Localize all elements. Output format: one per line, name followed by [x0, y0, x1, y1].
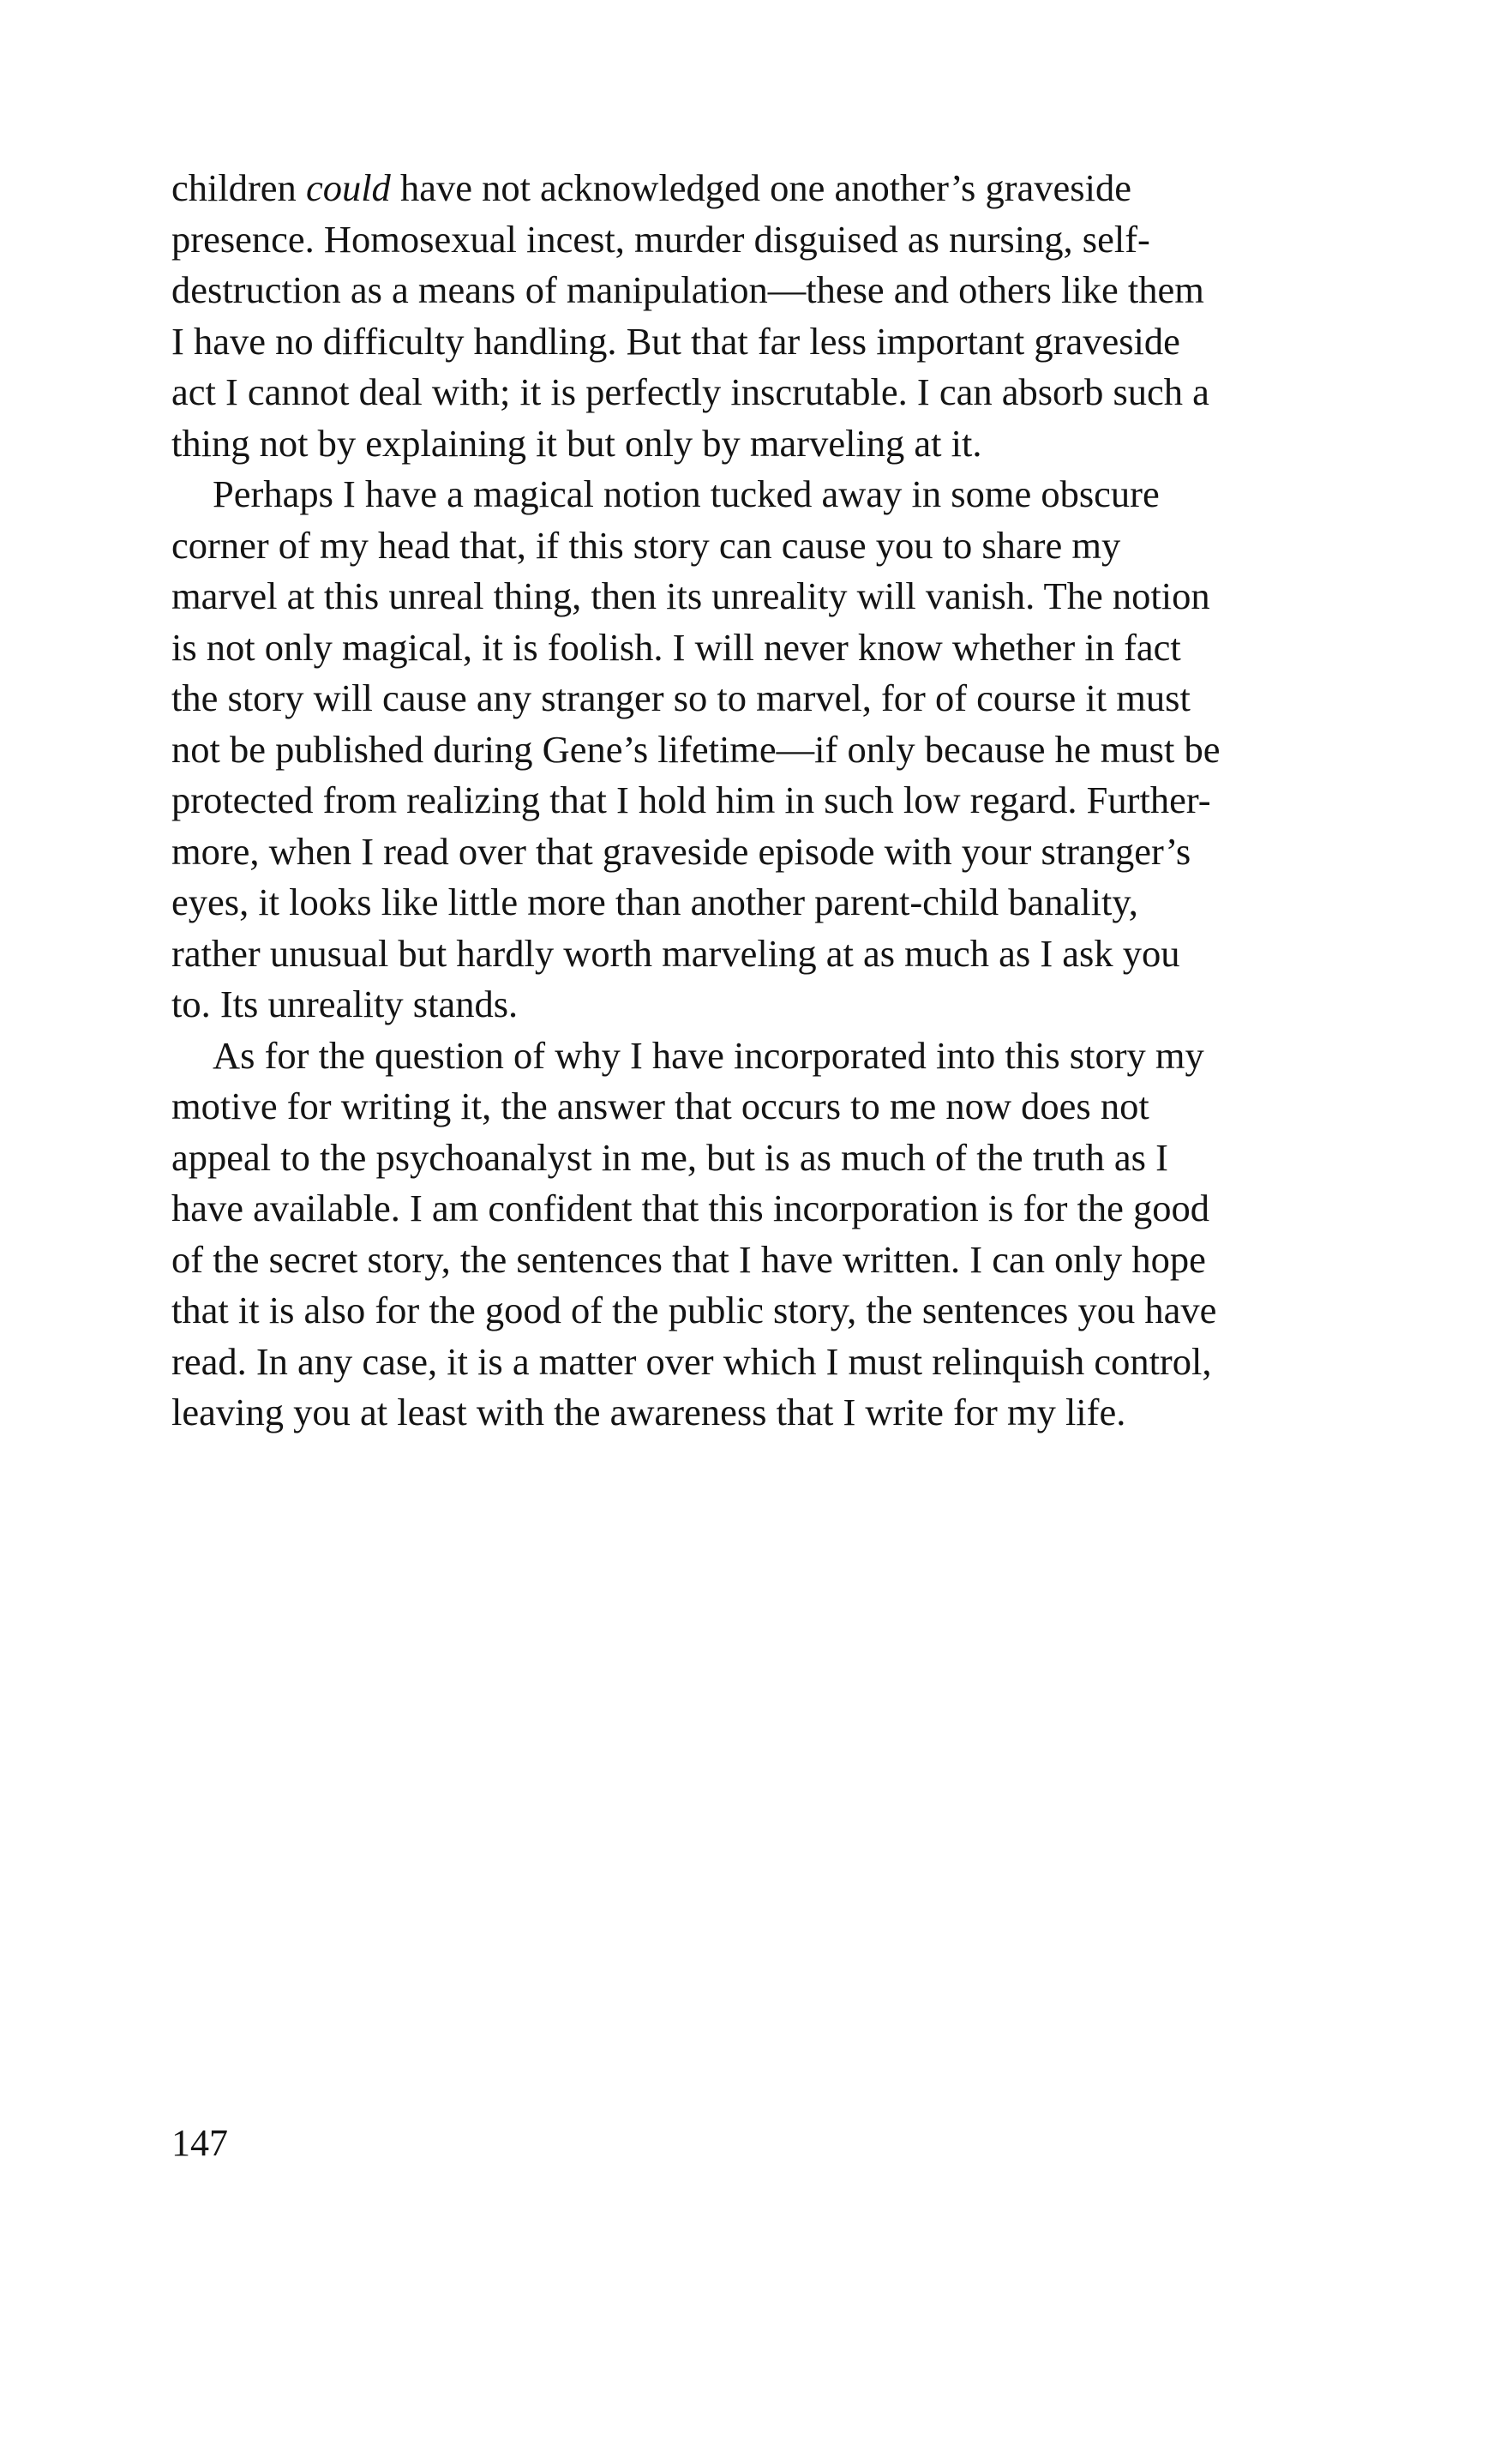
- text-line: [171, 775, 1346, 826]
- text-line: [171, 163, 1346, 214]
- text-line: [171, 214, 1346, 266]
- text-line: [171, 265, 1346, 316]
- text-segment: leaving you at least with the awareness that I write for my life.: [171, 1391, 1126, 1433]
- text-segment: children: [171, 166, 306, 209]
- text-line: [171, 367, 1346, 418]
- paragraph: [171, 469, 1346, 1031]
- text-segment: to. Its unreality stands.: [171, 983, 519, 1025]
- text-segment: act I cannot deal with; it is perfectly inscrutable. I can absorb such a: [171, 370, 1209, 413]
- text-line: [171, 571, 1346, 622]
- paragraph: [171, 163, 1346, 469]
- text-segment: read. In any case, it is a matter over which I must relinquish control,: [171, 1339, 1212, 1383]
- text-segment: I have no difficulty handling. But that far less important graveside: [171, 319, 1180, 363]
- body-text: [171, 163, 1346, 1439]
- text-segment: As for the question of why I have incorporated into this story my: [213, 1033, 1204, 1077]
- text-line: [171, 1081, 1346, 1133]
- text-line: [171, 469, 1346, 520]
- text-segment: motive for writing it, the answer that occurs to me now does not: [171, 1085, 1149, 1127]
- paragraph: [171, 1031, 1346, 1439]
- text-line: [171, 622, 1346, 674]
- text-segment: thing not by explaining it but only by marveling at it.: [171, 421, 982, 465]
- text-segment: the story will cause any stranger so to marvel, for of course it must: [171, 676, 1191, 719]
- text-line: [171, 1285, 1346, 1337]
- text-segment: not be published during Gene’s lifetime—if only because he must be: [171, 727, 1221, 771]
- text-segment: destruction as a means of manipulation—these and others like them: [171, 268, 1204, 311]
- text-line: [171, 826, 1346, 878]
- text-segment: eyes, it looks like little more than another parent-child banality,: [171, 880, 1138, 923]
- text-segment: protected from realizing that I hold him in such low regard. Further-: [171, 778, 1211, 821]
- text-segment: appeal to the psychoanalyst in me, but is as much of the truth as I: [171, 1135, 1168, 1179]
- text-line: [171, 418, 1346, 470]
- text-line: [171, 724, 1346, 776]
- text-segment: more, when I read over that graveside episode with your stranger’s: [171, 829, 1191, 873]
- text-line: [171, 877, 1346, 929]
- text-segment: presence. Homosexual incest, murder disguised as nursing, self-: [171, 217, 1150, 261]
- text-line: [171, 673, 1346, 724]
- text-segment: corner of my head that, if this story can cause you to share my: [171, 523, 1121, 567]
- text-line: [171, 979, 1346, 1031]
- italic-text: could: [305, 166, 391, 209]
- text-line: [171, 1183, 1346, 1235]
- text-segment: of the secret story, the sentences that I have written. I can only hope: [171, 1237, 1206, 1281]
- text-line: [171, 1337, 1346, 1388]
- text-segment: is not only magical, it is foolish. I will never know whether in fact: [171, 625, 1181, 669]
- text-segment: Perhaps I have a magical notion tucked away in some obscure: [213, 472, 1160, 515]
- text-line: [171, 1031, 1346, 1082]
- text-line: [171, 520, 1346, 572]
- text-segment: rather unusual but hardly worth marveling at as much as I ask you: [171, 931, 1180, 975]
- text-line: [171, 1235, 1346, 1286]
- text-line: [171, 316, 1346, 368]
- text-segment: that it is also for the good of the public story, the sentences you have: [171, 1289, 1217, 1331]
- text-line: [171, 1133, 1346, 1184]
- text-segment: have available. I am confident that this incorporation is for the good: [171, 1187, 1210, 1229]
- text-segment: marvel at this unreal thing, then its unreality will vanish. The notion: [171, 574, 1210, 617]
- text-line: [171, 1387, 1346, 1439]
- text-line: [171, 929, 1346, 980]
- page-number: 147: [171, 2122, 228, 2164]
- text-segment: have not acknowledged one another’s graveside: [390, 166, 1131, 209]
